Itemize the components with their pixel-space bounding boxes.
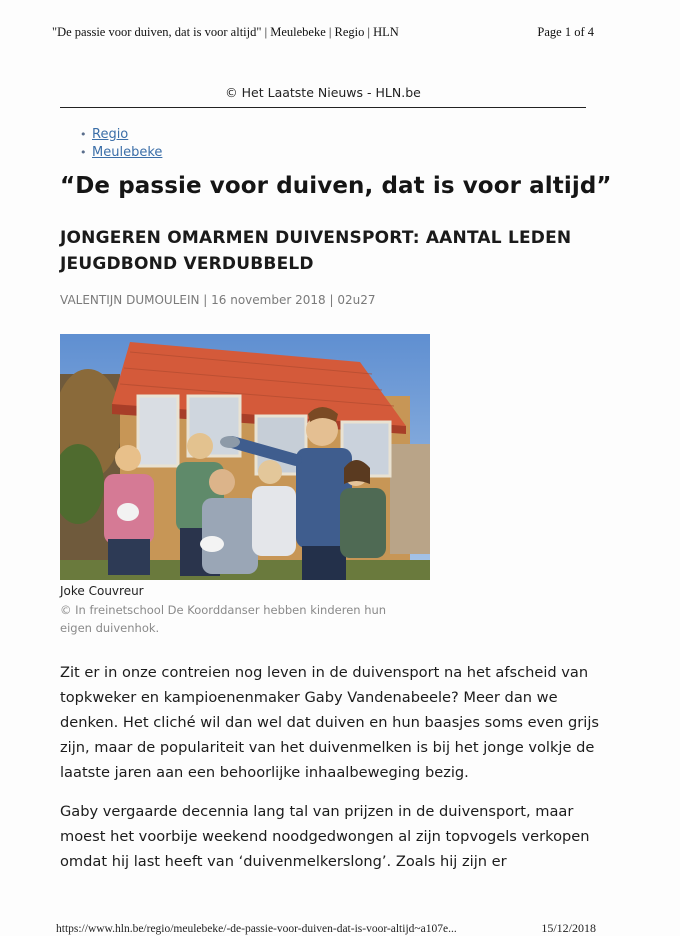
breadcrumb: [80, 126, 162, 162]
print-header-title: "De passie voor duiven, dat is voor altijd" | Meulebeke | Regio | HLN: [52, 25, 399, 39]
breadcrumb-item-regio: [80, 126, 162, 144]
breadcrumb-item-meulebeke: [80, 144, 162, 162]
article-byline: VALENTIJN DUMOULEIN | 16 november 2018 | 02u27: [60, 293, 376, 307]
article-photo: [60, 334, 430, 580]
photo-caption: © In freinetschool De Koorddanser hebben kinderen hun eigen duivenhok.: [60, 603, 387, 635]
children-pigeon-loft-photo: [60, 334, 430, 580]
article-paragraph-1: Zit er in onze contreien nog leven in de duivensport na het afscheid van topkweker en kampioenenmaker Gaby Vandenabeele? Meer dan we denken. Het cliché wil dan wel dat duiven en hun baasjes soms even grijs zijn, maar de populariteit van het duivenmelken is bij het jonge volkje de laatste jaren aan een behoorlijke inhaalbeweging bezig.: [60, 664, 600, 781]
article-paragraph-2: Gaby vergaarde decennia lang tal van prijzen in de duivensport, maar moest het voorbije weekend noodgedwongen al zijn topvogels verkopen omdat hij last heeft van ‘duivenmelkerslong’. Zoals hij zijn er: [60, 803, 590, 870]
article-subtitle: JONGEREN OMARMEN DUIVENSPORT: AANTAL LEDEN JEUGDBOND VERDUBBELD: [60, 228, 572, 274]
print-footer-date: 15/12/2018: [541, 921, 596, 935]
breadcrumb-link-regio[interactable]: Regio: [92, 127, 129, 142]
photo-credit: Joke Couvreur: [60, 584, 144, 598]
breadcrumb-link-meulebeke[interactable]: Meulebeke: [92, 145, 163, 160]
header-divider: [60, 107, 586, 108]
article-title: “De passie voor duiven, dat is voor altijd”: [60, 173, 612, 199]
print-header-page-number: Page 1 of 4: [537, 25, 594, 39]
print-footer-url: https://www.hln.be/regio/meulebeke/-de-passie-voor-duiven-dat-is-voor-altijd~a107e...: [56, 923, 457, 935]
source-line: © Het Laatste Nieuws - HLN.be: [225, 85, 421, 100]
